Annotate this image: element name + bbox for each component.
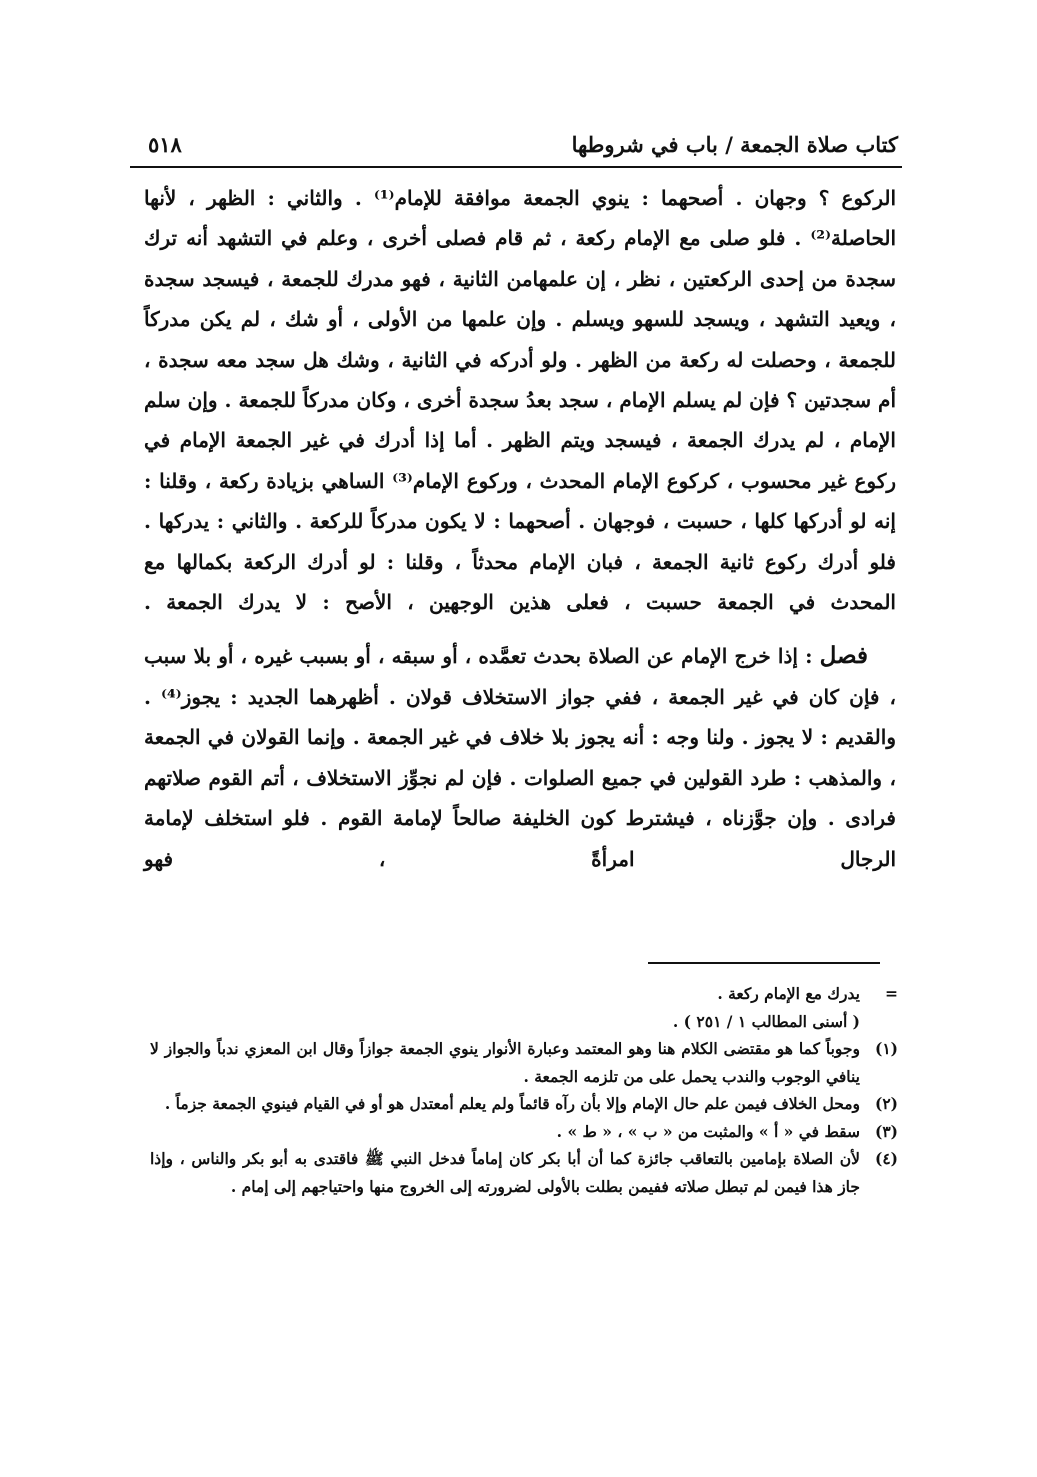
- body-paragraph-2-text: : إذا خرج الإمام عن الصلاة بحدث تعمَّده ، أو سبقه ، أو بسبب غيره ، أو بلا سبب ، فإن كان في غير الجمعة ، ففي جواز الاستخلاف قولان . أظهرهما الجديد : يجوز⁽⁴⁾ . والقديم : لا يجوز . ولنا وجه : أنه يجوز بلا خلاف في غير الجمعة . وإنما القولان في الجمعة ، والمذهب : طرد القولين في جميع الصلوات . فإن لم نجوِّز الاستخلاف ، أتم القوم صلاتهم فرادى . وإن جوَّزناه ، فيشترط كون الخليفة صالحاً لإمامة القوم . فلو استخلف لإمامة الرجال امرأةً ، فهو: [144, 644, 896, 871]
- running-head: [148, 124, 898, 164]
- body-paragraph-1: الركوع ؟ وجهان . أصحهما : ينوي الجمعة موافقة للإمام⁽¹⁾ . والثاني : الظهر ، لأنها الحاصلة⁽²⁾ . فلو صلى مع الإمام ركعة ، ثم قام فصلى أخرى ، وعلم في التشهد أنه ترك سجدة من إحدى الركعتين ، نظر ، إن علمهامن الثانية ، فهو مدرك للجمعة ، فيسجد سجدة ، ويعيد التشهد ، ويسجد للسهو ويسلم . وإن علمها من الأولى ، أو شك ، لم يكن مدركاً للجمعة ، وحصلت له ركعة من الظهر . ولو أدركه في الثانية ، وشك هل سجد معه سجدة ، أم سجدتين ؟ فإن لم يسلم الإمام ، سجد بعدُ سجدة أخرى ، وكان مدركاً للجمعة . وإن سلم الإمام ، لم يدرك الجمعة ، فيسجد ويتم الظهر . أما إذا أدرك في غير الجمعة الإمام في ركوع غير محسوب ، كركوع الإمام المحدث ، وركوع الإمام⁽³⁾ الساهي بزيادة ركعة ، وقلنا : إنه لو أدركها كلها ، حسبت ، فوجهان . أصحهما : لا يكون مدركاً للركعة . والثاني : يدركها . فلو أدرك ركوع ثانية الجمعة ، فبان الإمام محدثاً ، وقلنا : لو أدرك الركعة بكمالها مع المحدث في الجمعة حسبت ، فعلى هذين الوجهين ، الأصح : لا يدرك الجمعة .: [144, 186, 897, 615]
- footnote-3: [150, 1118, 898, 1146]
- footnote-mark: (٢): [874, 1094, 898, 1113]
- footnote-text: وجوباً كما هو مقتضى الكلام هنا وهو المعتمد وعبارة الأنوار ينوي الجمعة جوازاً وقال ابن المعزي ندباً والجواز لا ينافي الوجوب والندب يحمل على من تلزمه الجمعة .: [150, 1039, 860, 1086]
- page-number: ٥١٨: [148, 131, 182, 157]
- footnote-text: ( أسنى المطالب ١ / ٢٥١ ) .: [672, 1011, 860, 1031]
- footnote-4: [150, 1145, 898, 1200]
- section-heading: فصل: [819, 642, 868, 670]
- footnote-continuation: [150, 980, 898, 1008]
- footnote-1: [150, 1035, 898, 1090]
- footnote-rule: [648, 962, 880, 964]
- body-paragraph-2: [144, 636, 896, 878]
- main-text: [144, 178, 896, 879]
- footnote-text: يدرك مع الإمام ركعة .: [717, 984, 860, 1003]
- footnote-mark: (٣): [874, 1121, 898, 1141]
- footnote-mark: (١): [874, 1039, 898, 1058]
- footnote-text: سقط في « أ » والمثبت من « ب » ، « ط » .: [556, 1121, 860, 1141]
- footnote-mark: (٤): [874, 1149, 898, 1168]
- header-rule: [130, 166, 902, 168]
- footnotes: [150, 980, 898, 1200]
- footnote-2: [150, 1090, 898, 1118]
- footnote-text: ومحل الخلاف فيمن علم حال الإمام وإلا بأن رآه قائماً ولم يعلم أمعتدل هو أو في القيام فينوي الجمعة جزماً .: [164, 1094, 860, 1113]
- running-head-title: كتاب صلاة الجمعة / باب في شروطها: [571, 131, 898, 157]
- footnote-text: لأن الصلاة بإمامين بالتعاقب جائزة كما أن أبا بكر كان إماماً فدخل النبي ﷺ فاقتدى به أبو بكر والناس ، وإذا جاز هذا فيمن لم تبطل صلاته ففيمن بطلت بالأولى لضرورته إلى الخروج منها واحتياجهم إلى إمام .: [150, 1149, 860, 1196]
- footnote-continuation-source: [150, 1008, 898, 1036]
- footnote-mark: =: [885, 984, 898, 1003]
